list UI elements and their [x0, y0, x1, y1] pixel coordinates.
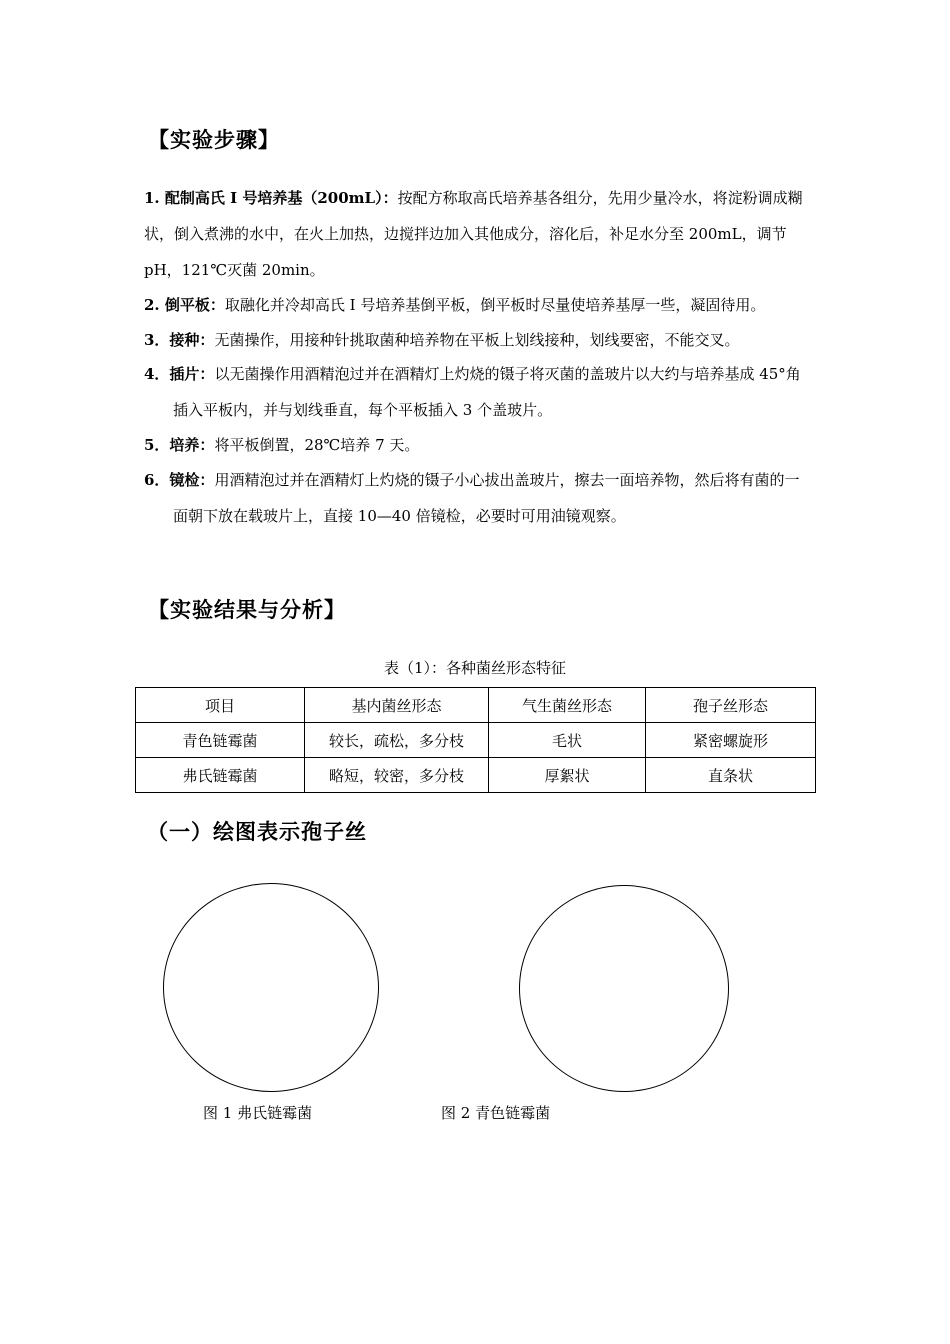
drawing-circle-figure-1: [163, 883, 379, 1092]
step-4-text: 以无菌操作用酒精泡过并在酒精灯上灼烧的镊子将灭菌的盖玻片以大约与培养基成 45°角插入平板内，并与划线垂直，每个平板插入 3 个盖玻片。: [173, 365, 801, 419]
step-6-label: 6．镜检：: [144, 471, 215, 489]
table-header-cell: 气生菌丝形态: [489, 688, 646, 723]
step-1-label: 1. 配制高氏 I 号培养基（200mL）：: [144, 189, 398, 207]
figure-1-caption: 图 1 弗氏链霉菌: [203, 1104, 313, 1122]
figure-2-caption: 图 2 青色链霉菌: [441, 1104, 551, 1122]
section-title-steps: 【实验步骤】: [148, 128, 280, 152]
table-cell: 紧密螺旋形: [646, 723, 816, 758]
table-cell: 弗氏链霉菌: [136, 758, 305, 793]
step-1: [144, 180, 812, 288]
table-cell: 较长，疏松，多分枝: [305, 723, 489, 758]
table-cell: 直条状: [646, 758, 816, 793]
step-2: [144, 287, 812, 323]
table-row: [136, 723, 816, 758]
step-5: [144, 427, 812, 463]
table-header-cell: 基内菌丝形态: [305, 688, 489, 723]
step-1-text: 按配方称取高氏培养基各组分，先用少量冷水，将淀粉调成糊状，倒入煮沸的水中，在火上加热，边搅拌边加入其他成分，溶化后，补足水分至 200mL，调节 pH，121℃灭菌 20min。: [144, 189, 803, 279]
step-5-label: 5．培养：: [144, 436, 215, 454]
hyphae-table: [135, 687, 816, 793]
step-3-label: 3．接种：: [144, 331, 215, 349]
step-3: [144, 322, 812, 358]
table-cell: 青色链霉菌: [136, 723, 305, 758]
step-6-text: 用酒精泡过并在酒精灯上灼烧的镊子小心拔出盖玻片，擦去一面培养物，然后将有菌的一面朝下放在载玻片上，直接 10—40 倍镜检，必要时可用油镜观察。: [173, 471, 800, 525]
table-cell: 略短，较密，多分枝: [305, 758, 489, 793]
drawing-circle-figure-2: [519, 885, 729, 1092]
step-3-text: 无菌操作，用接种针挑取菌种培养物在平板上划线接种，划线要密，不能交叉。: [214, 331, 740, 349]
step-2-label: 2. 倒平板：: [144, 296, 225, 314]
step-4: [144, 356, 812, 428]
table-row: [136, 758, 816, 793]
step-5-text: 将平板倒置，28℃培养 7 天。: [214, 436, 420, 454]
step-4-label: 4．插片：: [144, 365, 215, 383]
section-title-drawing: （一）绘图表示孢子丝: [147, 820, 367, 844]
table-caption: 表（1）：各种菌丝形态特征: [383, 659, 567, 677]
table-cell: 毛状: [489, 723, 646, 758]
table-header-row: [136, 688, 816, 723]
table-header-cell: 孢子丝形态: [646, 688, 816, 723]
step-6: [144, 462, 812, 534]
table-cell: 厚絮状: [489, 758, 646, 793]
table-header-cell: 项目: [136, 688, 305, 723]
section-title-results: 【实验结果与分析】: [148, 598, 346, 622]
step-2-text: 取融化并冷却高氏 I 号培养基倒平板，倒平板时尽量使培养基厚一些，凝固待用。: [224, 296, 766, 314]
